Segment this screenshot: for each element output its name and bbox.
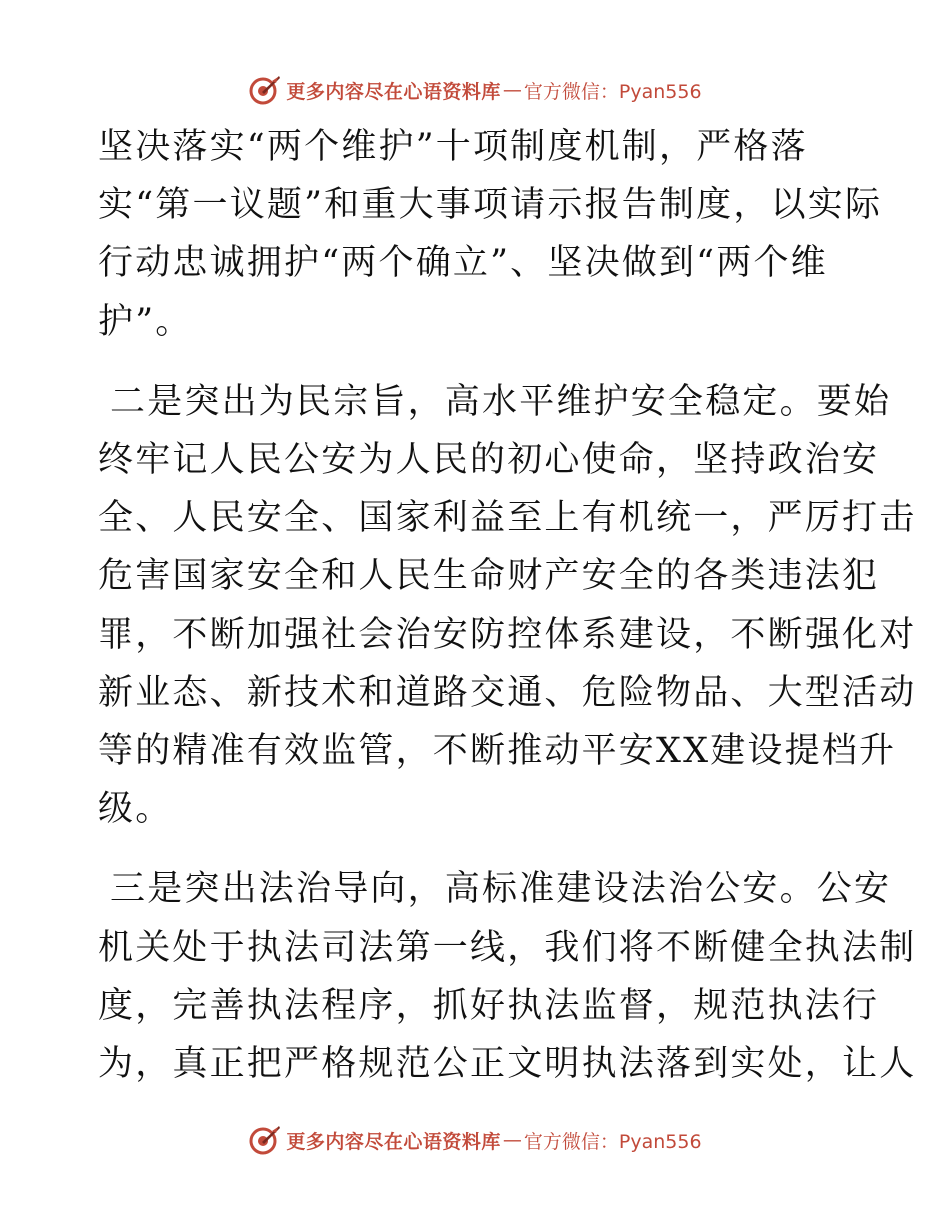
- text-line: 度，完善执法程序，抓好执法监督，规范执法行: [98, 985, 880, 1026]
- header-contact-text: 官方微信：Pyan556: [523, 80, 702, 103]
- document-body: [98, 118, 917, 1093]
- header-dash: —: [502, 79, 522, 101]
- quill-seal-icon: [248, 1123, 282, 1157]
- text-line: 护”。: [98, 301, 193, 342]
- text-line: 终牢记人民公安为人民的初心使命，坚持政治安: [98, 440, 880, 481]
- footer-contact-text: 官方微信：Pyan556: [523, 1130, 702, 1153]
- text-line: 等的精准有效监管，不断推动平安XX建设提档升: [98, 731, 897, 772]
- header-brand-text: 更多内容尽在心语资料库: [286, 80, 501, 103]
- text-line: 级。: [98, 789, 173, 830]
- text-line: 坚决落实“两个维护”十项制度机制，严格落: [98, 127, 808, 167]
- text-line: 罪，不断加强社会治安防控体系建设，不断强化对: [98, 614, 917, 655]
- text-line: 实“第一议题”和重大事项请示报告制度，以实际: [98, 185, 883, 226]
- paragraph-gap: [98, 351, 858, 373]
- paragraph-2: [98, 373, 917, 839]
- text-line: 机关处于执法司法第一线，我们将不断健全执法制: [98, 927, 917, 968]
- text-line: 新业态、新技术和道路交通、危险物品、大型活动: [98, 672, 917, 713]
- text-line: 行动忠诚拥护“两个确立”、坚决做到“两个维: [98, 243, 828, 284]
- page-header: [0, 70, 950, 110]
- text-line: 为，真正把严格规范公正文明执法落到实处，让人: [98, 1044, 917, 1085]
- page-footer: [0, 1120, 950, 1160]
- text-line: 全、人民安全、国家利益至上有机统一，严厉打击: [98, 498, 917, 539]
- paragraph-3: [98, 860, 917, 1093]
- quill-seal-icon: [248, 73, 282, 107]
- text-line: 二是突出为民宗旨，高水平维护安全稳定。要始: [110, 381, 892, 422]
- paragraph-1: [98, 118, 883, 351]
- text-line: 三是突出法治导向，高标准建设法治公安。公安: [110, 869, 892, 910]
- text-line: 危害国家安全和人民生命财产安全的各类违法犯: [98, 556, 880, 597]
- footer-brand-text: 更多内容尽在心语资料库: [286, 1130, 501, 1153]
- footer-dash: —: [502, 1129, 522, 1151]
- paragraph-gap: [98, 838, 858, 860]
